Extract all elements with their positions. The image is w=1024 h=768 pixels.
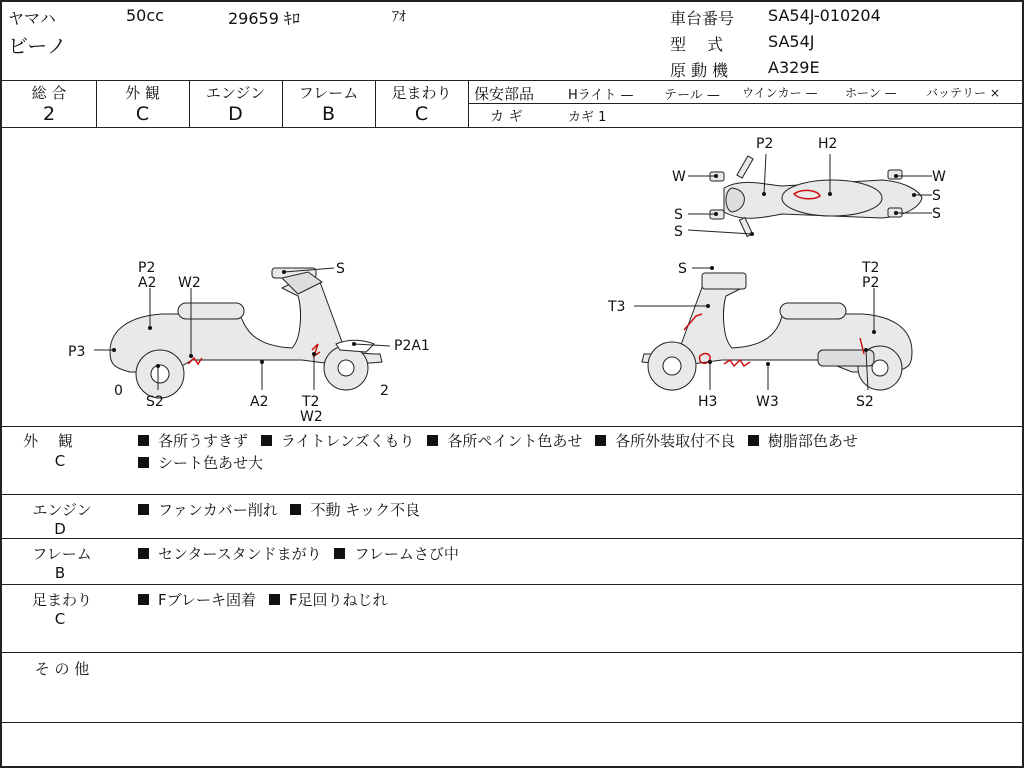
bullet-icon <box>748 435 759 446</box>
frame-section-grade: B <box>54 564 66 582</box>
divider <box>2 426 1024 427</box>
engine-item: 不動 キック不良 <box>310 501 420 519</box>
exterior-item: シート色あせ大 <box>158 454 264 472</box>
exterior-section-grade: C <box>54 452 66 470</box>
engine-grade-label: エンジン <box>205 84 266 102</box>
displacement: 50cc <box>126 6 164 25</box>
safety-winker: ウインカー — <box>742 86 818 100</box>
overall-label: 総 合 <box>31 84 67 102</box>
label-top-s-left2: S <box>674 224 683 240</box>
bullet-icon <box>138 594 149 605</box>
divider <box>2 538 1024 539</box>
label-top-s-left1: S <box>674 207 683 223</box>
engine-item: ファンカバー削れ <box>158 501 278 519</box>
bullet-icon <box>138 457 149 468</box>
bullet-icon <box>595 435 606 446</box>
safety-headlight: Hライト — <box>568 88 634 103</box>
bullet-icon <box>138 548 149 559</box>
label-left-p3: P3 <box>68 344 86 360</box>
exterior-items <box>138 430 866 451</box>
label-right-s: S <box>678 261 687 277</box>
suspension-item: Fブレーキ固着 <box>158 591 257 609</box>
label-right-p2: P2 <box>862 275 880 291</box>
model-name: ビーノ <box>8 34 67 58</box>
label-left-a2: A2 <box>138 275 157 291</box>
engine-label: 原 動 機 <box>670 61 729 80</box>
bullet-icon <box>290 504 301 515</box>
divider <box>2 652 1024 653</box>
label-right-w3: W3 <box>756 394 779 410</box>
key-label: カ ギ <box>490 109 523 125</box>
body-color: ｱｵ <box>392 9 406 25</box>
label-left-a2-bottom: A2 <box>250 394 269 410</box>
bullet-icon <box>138 504 149 515</box>
frame-item: フレームさび中 <box>354 545 459 563</box>
safety-label: 保安部品 <box>474 85 535 103</box>
divider <box>468 103 1024 104</box>
label-right-h3: H3 <box>698 394 718 410</box>
type-value: SA54J <box>768 32 815 51</box>
exterior-section-title: 外 観 <box>23 432 73 450</box>
mileage: 29659 ｷﾛ <box>228 9 300 28</box>
chassis-value: SA54J-010204 <box>768 6 881 25</box>
exterior-label: 外 観 <box>125 84 160 102</box>
label-top-h2: H2 <box>818 136 838 152</box>
divider <box>2 80 1024 81</box>
exterior-item: ライトレンズくもり <box>280 432 415 450</box>
exterior-grade: C <box>135 103 150 125</box>
divider <box>2 722 1024 723</box>
label-right-t3: T3 <box>608 299 626 315</box>
suspension-label: 足まわり <box>391 84 452 102</box>
label-left-s2: S2 <box>146 394 164 410</box>
bullet-icon <box>427 435 438 446</box>
label-left-w2-bottom: W2 <box>300 409 323 425</box>
engine-items <box>138 499 428 520</box>
engine-value: A329E <box>768 58 820 77</box>
type-label: 型 式 <box>670 35 724 54</box>
overall-grade: 2 <box>42 103 56 125</box>
label-left-p2a1: P2A1 <box>394 338 430 354</box>
exterior-item: 各所外装取付不良 <box>615 432 736 450</box>
suspension-section-title: 足まわり <box>31 591 92 609</box>
label-top-s-right1: S <box>932 188 941 204</box>
exterior-item: 各所ペイント色あせ <box>447 432 583 450</box>
label-left-2: 2 <box>380 383 389 399</box>
other-section-title: そ の 他 <box>34 660 90 678</box>
chassis-label: 車台番号 <box>670 9 735 28</box>
label-top-w-left: W <box>672 169 686 185</box>
divider <box>2 494 1024 495</box>
engine-grade: D <box>228 103 243 125</box>
suspension-item: F足回りねじれ <box>288 591 388 609</box>
divider <box>468 80 469 127</box>
safety-battery: バッテリー × <box>926 86 1000 100</box>
frame-grade: B <box>321 103 336 125</box>
exterior-items-line2 <box>138 452 271 473</box>
frame-items <box>138 543 467 564</box>
exterior-item: 樹脂部色あせ <box>767 432 858 450</box>
label-top-w-right: W <box>932 169 946 185</box>
frame-item: センタースタンドまがり <box>158 545 322 563</box>
suspension-section-grade: C <box>54 610 66 628</box>
bullet-icon <box>269 594 280 605</box>
safety-tail: テール — <box>664 88 720 103</box>
key-value: カギ 1 <box>568 110 607 125</box>
frame-section-title: フレーム <box>32 545 92 563</box>
label-right-s2: S2 <box>856 394 874 410</box>
damage-diagram <box>2 128 1022 426</box>
bullet-icon <box>261 435 272 446</box>
bullet-icon <box>334 548 345 559</box>
suspension-items <box>138 589 395 610</box>
bullet-icon <box>138 435 149 446</box>
label-top-p2: P2 <box>756 136 774 152</box>
exterior-item: 各所うすきず <box>158 432 249 450</box>
label-top-s-right2: S <box>932 206 941 222</box>
divider <box>2 584 1024 585</box>
maker: ヤマハ <box>8 9 56 28</box>
engine-section-title: エンジン <box>32 501 92 519</box>
label-right-t2: T2 <box>862 260 880 276</box>
label-left-t2: T2 <box>302 394 320 410</box>
frame-label: フレーム <box>298 84 359 102</box>
safety-horn: ホーン — <box>845 86 897 100</box>
label-left-0: 0 <box>114 383 123 399</box>
label-left-p2: P2 <box>138 260 156 276</box>
scooter-top-view <box>710 156 922 236</box>
suspension-grade: C <box>414 103 429 125</box>
label-left-w2: W2 <box>178 275 201 291</box>
engine-section-grade: D <box>54 520 66 538</box>
label-left-s: S <box>336 261 345 277</box>
